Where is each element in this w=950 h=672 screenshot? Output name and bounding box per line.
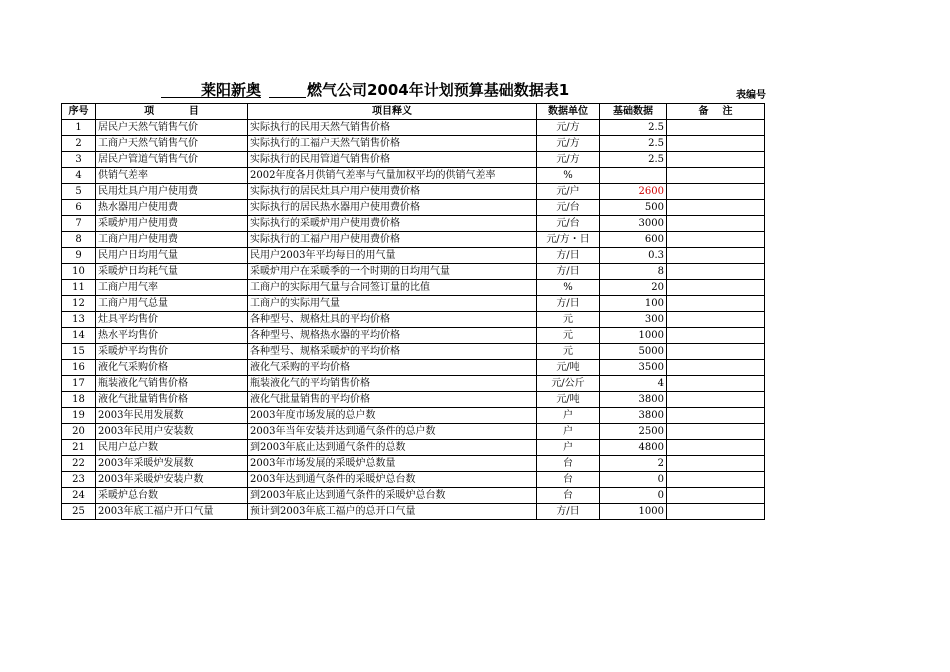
base-value-cell[interactable]: 20 <box>600 280 667 296</box>
base-value-cell[interactable]: 1000 <box>600 504 667 520</box>
table-row <box>62 360 765 376</box>
data-unit-cell[interactable]: 元/公斤 <box>537 376 600 392</box>
remark-cell[interactable] <box>667 312 765 328</box>
item-description-cell[interactable]: 2002年度各月供销气差率与气量加权平均的供销气差率 <box>248 168 537 184</box>
item-description-cell[interactable]: 实际执行的采暖炉用户使用费价格 <box>248 216 537 232</box>
header-desc: 项目释义 <box>248 104 537 120</box>
base-value-cell[interactable]: 3000 <box>600 216 667 232</box>
base-value-cell[interactable]: 2600 <box>600 184 667 200</box>
table-row <box>62 216 765 232</box>
table-row <box>62 184 765 200</box>
header-unit: 数据单位 <box>537 104 600 120</box>
remark-cell[interactable] <box>667 440 765 456</box>
data-unit-cell[interactable]: 元 <box>537 312 600 328</box>
table-row <box>62 280 765 296</box>
row-number-cell[interactable]: 11 <box>62 280 96 296</box>
title-row <box>0 80 950 102</box>
data-unit-cell[interactable]: 元/方・日 <box>537 232 600 248</box>
row-number-cell[interactable]: 14 <box>62 328 96 344</box>
table-row <box>62 168 765 184</box>
table-row <box>62 504 765 520</box>
item-description-cell[interactable]: 瓶装液化气的平均销售价格 <box>248 376 537 392</box>
table-row <box>62 232 765 248</box>
item-description-cell[interactable]: 实际执行的工福户用户使用费价格 <box>248 232 537 248</box>
base-value-cell[interactable]: 2.5 <box>600 120 667 136</box>
row-number-cell[interactable]: 5 <box>62 184 96 200</box>
base-value-cell[interactable]: 3800 <box>600 392 667 408</box>
data-unit-cell[interactable]: 元/吨 <box>537 392 600 408</box>
remark-cell[interactable] <box>667 120 765 136</box>
row-number-cell[interactable]: 20 <box>62 424 96 440</box>
table-row <box>62 136 765 152</box>
remark-cell[interactable] <box>667 152 765 168</box>
base-value-cell[interactable]: 500 <box>600 200 667 216</box>
item-description-cell[interactable]: 实际执行的工福户天然气销售价格 <box>248 136 537 152</box>
remark-cell[interactable] <box>667 328 765 344</box>
data-unit-cell[interactable]: 台 <box>537 488 600 504</box>
data-unit-cell[interactable]: 方/日 <box>537 248 600 264</box>
table-row <box>62 456 765 472</box>
base-value-cell[interactable]: 4 <box>600 376 667 392</box>
item-name-cell[interactable]: 2003年采暖炉发展数 <box>96 456 248 472</box>
table-row <box>62 248 765 264</box>
table-row <box>62 296 765 312</box>
data-unit-cell[interactable]: 户 <box>537 408 600 424</box>
data-unit-cell[interactable]: 元/户 <box>537 184 600 200</box>
row-number-cell[interactable]: 15 <box>62 344 96 360</box>
base-value-cell[interactable]: 8 <box>600 264 667 280</box>
item-description-cell[interactable]: 实际执行的民用管道气销售价格 <box>248 152 537 168</box>
sheet-title: 燃气公司2004年计划预算基础数据表1 <box>307 81 570 99</box>
row-number-cell[interactable]: 21 <box>62 440 96 456</box>
remark-cell[interactable] <box>667 264 765 280</box>
item-name-cell[interactable]: 液化气采购价格 <box>96 360 248 376</box>
base-value-cell[interactable] <box>600 168 667 184</box>
table-row <box>62 120 765 136</box>
base-value-cell[interactable]: 2500 <box>600 424 667 440</box>
remark-cell[interactable] <box>667 248 765 264</box>
budget-data-table <box>61 103 765 520</box>
row-number-cell[interactable]: 23 <box>62 472 96 488</box>
remark-cell[interactable] <box>667 216 765 232</box>
item-description-cell[interactable]: 实际执行的居民热水器用户使用费价格 <box>248 200 537 216</box>
base-value-cell[interactable]: 0 <box>600 488 667 504</box>
row-number-cell[interactable]: 7 <box>62 216 96 232</box>
remark-cell[interactable] <box>667 344 765 360</box>
item-description-cell[interactable]: 到2003年底止达到通气条件的采暖炉总台数 <box>248 488 537 504</box>
row-number-cell[interactable]: 6 <box>62 200 96 216</box>
base-value-cell[interactable]: 300 <box>600 312 667 328</box>
remark-cell[interactable] <box>667 280 765 296</box>
remark-cell[interactable] <box>667 376 765 392</box>
data-unit-cell[interactable]: 元/方 <box>537 152 600 168</box>
row-number-cell[interactable]: 1 <box>62 120 96 136</box>
item-name-cell[interactable]: 工商户用气总量 <box>96 296 248 312</box>
data-unit-cell[interactable]: 户 <box>537 440 600 456</box>
item-name-cell[interactable]: 采暖炉日均耗气量 <box>96 264 248 280</box>
table-row <box>62 408 765 424</box>
row-number-cell[interactable]: 24 <box>62 488 96 504</box>
row-number-cell[interactable]: 12 <box>62 296 96 312</box>
row-number-cell[interactable]: 16 <box>62 360 96 376</box>
base-value-cell[interactable]: 3500 <box>600 360 667 376</box>
row-number-cell[interactable]: 19 <box>62 408 96 424</box>
title-blank-underline <box>161 80 201 98</box>
item-description-cell[interactable]: 液化气批量销售的平均价格 <box>248 392 537 408</box>
remark-cell[interactable] <box>667 136 765 152</box>
item-name-cell[interactable]: 民用灶具户用户使用费 <box>96 184 248 200</box>
item-description-cell[interactable]: 实际执行的居民灶具户用户使用费价格 <box>248 184 537 200</box>
item-name-cell[interactable]: 热水器用户使用费 <box>96 200 248 216</box>
data-unit-cell[interactable]: 元/吨 <box>537 360 600 376</box>
company-name: 莱阳新奥 <box>201 81 262 99</box>
item-name-cell[interactable]: 居民户管道气销售气价 <box>96 152 248 168</box>
item-name-cell[interactable]: 民用户日均用气量 <box>96 248 248 264</box>
table-row <box>62 200 765 216</box>
table-row <box>62 440 765 456</box>
row-number-cell[interactable]: 22 <box>62 456 96 472</box>
item-description-cell[interactable]: 工商户的实际用气量 <box>248 296 537 312</box>
data-unit-cell[interactable]: 元 <box>537 344 600 360</box>
item-description-cell[interactable]: 2003年市场发展的采暖炉总数量 <box>248 456 537 472</box>
item-description-cell[interactable]: 各种型号、规格灶具的平均价格 <box>248 312 537 328</box>
data-unit-cell[interactable]: 台 <box>537 456 600 472</box>
remark-cell[interactable] <box>667 488 765 504</box>
table-body <box>62 120 765 520</box>
table-row <box>62 376 765 392</box>
row-number-cell[interactable]: 25 <box>62 504 96 520</box>
remark-cell[interactable] <box>667 168 765 184</box>
item-description-cell[interactable]: 2003年度市场发展的总户数 <box>248 408 537 424</box>
remark-cell[interactable] <box>667 184 765 200</box>
row-number-cell[interactable]: 2 <box>62 136 96 152</box>
item-description-cell[interactable]: 到2003年底止达到通气条件的总数 <box>248 440 537 456</box>
base-value-cell[interactable]: 4800 <box>600 440 667 456</box>
base-value-cell[interactable]: 2.5 <box>600 136 667 152</box>
base-value-cell[interactable]: 600 <box>600 232 667 248</box>
base-value-cell[interactable]: 3800 <box>600 408 667 424</box>
data-unit-cell[interactable]: 元 <box>537 328 600 344</box>
item-name-cell[interactable]: 2003年采暖炉安装户数 <box>96 472 248 488</box>
item-name-cell[interactable]: 采暖炉平均售价 <box>96 344 248 360</box>
item-name-cell[interactable]: 采暖炉总台数 <box>96 488 248 504</box>
header-remark: 备 注 <box>667 104 765 120</box>
remark-cell[interactable] <box>667 200 765 216</box>
item-name-cell[interactable]: 工商户天然气销售气价 <box>96 136 248 152</box>
remark-cell[interactable] <box>667 424 765 440</box>
item-name-cell[interactable]: 居民户天然气销售气价 <box>96 120 248 136</box>
item-description-cell[interactable]: 民用户2003年平均每日的用气量 <box>248 248 537 264</box>
remark-cell[interactable] <box>667 456 765 472</box>
data-unit-cell[interactable]: 方/日 <box>537 504 600 520</box>
item-name-cell[interactable]: 热水平均售价 <box>96 328 248 344</box>
data-unit-cell[interactable]: 元/方 <box>537 120 600 136</box>
table-row <box>62 472 765 488</box>
item-description-cell[interactable]: 各种型号、规格热水器的平均价格 <box>248 328 537 344</box>
item-description-cell[interactable]: 2003年达到通气条件的采暖炉总台数 <box>248 472 537 488</box>
data-unit-cell[interactable]: 台 <box>537 472 600 488</box>
item-name-cell[interactable]: 2003年底工福户开口气量 <box>96 504 248 520</box>
table-row <box>62 312 765 328</box>
row-number-cell[interactable]: 4 <box>62 168 96 184</box>
data-unit-cell[interactable]: % <box>537 168 600 184</box>
base-value-cell[interactable]: 2.5 <box>600 152 667 168</box>
header-value: 基础数据 <box>600 104 667 120</box>
remark-cell[interactable] <box>667 232 765 248</box>
form-number-label: 表编号 <box>736 90 766 101</box>
header-no: 序号 <box>62 104 96 120</box>
data-unit-cell[interactable]: 元/方 <box>537 136 600 152</box>
remark-cell[interactable] <box>667 472 765 488</box>
item-name-cell[interactable]: 2003年民用户安装数 <box>96 424 248 440</box>
base-value-cell[interactable]: 0 <box>600 472 667 488</box>
item-name-cell[interactable]: 民用户总户数 <box>96 440 248 456</box>
item-description-cell[interactable]: 预计到2003年底工福户的总开口气量 <box>248 504 537 520</box>
item-description-cell[interactable]: 采暖炉用户在采暖季的一个时期的日均用气量 <box>248 264 537 280</box>
item-name-cell[interactable]: 瓶装液化气销售价格 <box>96 376 248 392</box>
remark-cell[interactable] <box>667 408 765 424</box>
table-header-row <box>62 104 765 120</box>
base-value-cell[interactable]: 5000 <box>600 344 667 360</box>
base-value-cell[interactable]: 2 <box>600 456 667 472</box>
row-number-cell[interactable]: 3 <box>62 152 96 168</box>
header-item: 项 目 <box>96 104 248 120</box>
item-description-cell[interactable]: 工商户的实际用气量与合同签订量的比值 <box>248 280 537 296</box>
item-name-cell[interactable]: 工商户用户使用费 <box>96 232 248 248</box>
item-name-cell[interactable]: 采暖炉用户使用费 <box>96 216 248 232</box>
row-number-cell[interactable]: 10 <box>62 264 96 280</box>
data-unit-cell[interactable]: 元/台 <box>537 216 600 232</box>
table-row <box>62 488 765 504</box>
base-value-cell[interactable]: 1000 <box>600 328 667 344</box>
row-number-cell[interactable]: 8 <box>62 232 96 248</box>
table-row <box>62 344 765 360</box>
table-row <box>62 152 765 168</box>
item-name-cell[interactable]: 工商户用气率 <box>96 280 248 296</box>
item-description-cell[interactable]: 2003年当年安装并达到通气条件的总户数 <box>248 424 537 440</box>
item-description-cell[interactable]: 实际执行的民用天然气销售价格 <box>248 120 537 136</box>
table-row <box>62 328 765 344</box>
base-value-cell[interactable]: 100 <box>600 296 667 312</box>
data-unit-cell[interactable]: 方/日 <box>537 296 600 312</box>
table-row <box>62 264 765 280</box>
item-description-cell[interactable]: 各种型号、规格采暖炉的平均价格 <box>248 344 537 360</box>
data-unit-cell[interactable]: 方/日 <box>537 264 600 280</box>
remark-cell[interactable] <box>667 360 765 376</box>
row-number-cell[interactable]: 9 <box>62 248 96 264</box>
item-name-cell[interactable]: 2003年民用发展数 <box>96 408 248 424</box>
row-number-cell[interactable]: 17 <box>62 376 96 392</box>
title-blank-underline <box>269 80 306 98</box>
data-unit-cell[interactable]: 户 <box>537 424 600 440</box>
row-number-cell[interactable]: 13 <box>62 312 96 328</box>
remark-cell[interactable] <box>667 504 765 520</box>
data-unit-cell[interactable]: 元/台 <box>537 200 600 216</box>
table-row <box>62 424 765 440</box>
item-name-cell[interactable]: 灶具平均售价 <box>96 312 248 328</box>
row-number-cell[interactable]: 18 <box>62 392 96 408</box>
item-name-cell[interactable]: 液化气批量销售价格 <box>96 392 248 408</box>
table-row <box>62 392 765 408</box>
item-name-cell[interactable]: 供销气差率 <box>96 168 248 184</box>
remark-cell[interactable] <box>667 296 765 312</box>
base-value-cell[interactable]: 0.3 <box>600 248 667 264</box>
data-unit-cell[interactable]: % <box>537 280 600 296</box>
remark-cell[interactable] <box>667 392 765 408</box>
item-description-cell[interactable]: 液化气采购的平均价格 <box>248 360 537 376</box>
